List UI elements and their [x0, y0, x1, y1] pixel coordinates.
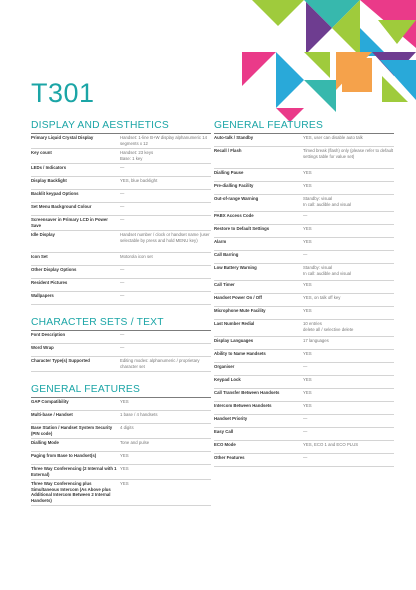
- row-value: Handset number / clock or handset name (user selectable by press and hold MENU key): [120, 232, 210, 243]
- row-label: Character Type(s) Supported: [31, 358, 90, 364]
- row-label: Other Features: [214, 455, 245, 461]
- table-row: [214, 350, 394, 363]
- table-row: [214, 147, 394, 169]
- row-value: Timed break (flash) only (please refer to default settings table for value set): [303, 148, 394, 159]
- table-row: [31, 134, 211, 149]
- row-label: Wallpapers: [31, 293, 54, 299]
- row-label: Out-of-range Warning: [214, 196, 259, 202]
- row-value: 17 languages: [303, 338, 329, 344]
- row-value: Editing modes: alphanumeric / proprietary character set: [120, 358, 200, 369]
- row-label: Set Menu Background Colour: [31, 204, 92, 210]
- table-row: [214, 389, 394, 402]
- row-label: Intercom Between Handsets: [214, 403, 272, 409]
- row-label: Dialling Mode: [31, 440, 59, 446]
- row-label: Font Description: [31, 332, 66, 338]
- row-label: Organiser: [214, 364, 235, 370]
- row-label: Primary Liquid Crystal Display: [31, 135, 94, 141]
- row-label: LEDs / Indicators: [31, 165, 67, 171]
- table-row: [214, 415, 394, 428]
- table-row: [31, 424, 211, 439]
- row-label: Three Way Conferencing (2 Internal with 1 External): [31, 466, 117, 477]
- table-row: [31, 231, 211, 253]
- row-value: Handset: 23 keys Base: 1 key: [120, 150, 154, 161]
- table-row: [214, 281, 394, 294]
- table-row: [31, 190, 211, 203]
- row-label: Word Wrap: [31, 345, 54, 351]
- row-label: Easy Call: [214, 429, 234, 435]
- table-row: [214, 320, 394, 337]
- table-row: [214, 376, 394, 389]
- row-value: —: [120, 293, 125, 299]
- section-heading-display: DISPLAY AND AESTHETICS: [31, 120, 211, 134]
- row-value: YES, user can disable auto talk: [303, 135, 363, 141]
- row-label: Icon Set: [31, 254, 48, 260]
- row-value: Standby: visual In call: audible and visual: [303, 265, 352, 276]
- row-label: ECO Mode: [214, 442, 236, 448]
- row-label: Base Station / Handset System Security (PIN code): [31, 425, 113, 436]
- row-value: YES: [303, 282, 312, 288]
- row-label: Recall / Flash: [214, 148, 242, 154]
- row-label: Call Barring: [214, 252, 239, 258]
- row-label: Resident Pictures: [31, 280, 68, 286]
- row-label: Last Number Redial: [214, 321, 255, 327]
- row-value: YES: [303, 377, 312, 383]
- row-label: Screensaver in Primary LCD in Power Save: [31, 217, 108, 228]
- table-row: [214, 264, 394, 281]
- row-value: 1 base / 4 handsets: [120, 412, 158, 418]
- row-value: —: [303, 364, 308, 370]
- section-heading-general-features-right: GENERAL FEATURES: [214, 120, 394, 134]
- table-row: [214, 363, 394, 376]
- row-label: Dialling Pause: [214, 170, 244, 176]
- table-row: [31, 480, 211, 506]
- row-value: Tone and pulse: [120, 440, 150, 446]
- row-label: Backlit keypad Options: [31, 191, 79, 197]
- row-label: Three Way Conferencing plus Simultaneous Intercom (As Above plus Additional Intercom Between 2 Internal Handsets): [31, 481, 111, 503]
- row-label: Alarm: [214, 239, 227, 245]
- table-row: [31, 177, 211, 190]
- table-row: [214, 307, 394, 320]
- row-value: —: [303, 252, 308, 258]
- row-value: YES: [303, 226, 312, 232]
- table-row: [214, 182, 394, 195]
- table-row: [31, 266, 211, 279]
- table-row: [31, 149, 211, 164]
- row-label: Keypad Lock: [214, 377, 241, 383]
- row-label: Microphone Mute Facility: [214, 308, 266, 314]
- row-value: YES: [303, 351, 312, 357]
- row-value: YES: [120, 399, 129, 405]
- table-row: [31, 452, 211, 465]
- row-value: YES: [303, 390, 312, 396]
- table-row: [214, 169, 394, 182]
- row-label: Pre-dialling Facility: [214, 183, 254, 189]
- row-value: —: [120, 204, 125, 210]
- row-value: 4 digits: [120, 425, 134, 431]
- row-value: YES: [303, 170, 312, 176]
- row-value: YES: [303, 239, 312, 245]
- row-value: YES: [120, 481, 129, 487]
- row-value: Handset: 1-line B+W display alphanumeric 14 segments x 12: [120, 135, 208, 146]
- row-label: Paging from Base to Handset(s): [31, 453, 97, 459]
- table-row: [31, 279, 211, 292]
- table-row: [31, 216, 211, 231]
- row-value: 10 entries delete all / selective delete: [303, 321, 354, 332]
- row-label: Display Backlight: [31, 178, 67, 184]
- table-row: [214, 294, 394, 307]
- table-row: [214, 212, 394, 225]
- table-row: [214, 195, 394, 212]
- row-label: Call Timer: [214, 282, 235, 288]
- right-column: [214, 120, 394, 467]
- row-label: Auto-talk / Standby: [214, 135, 254, 141]
- row-value: YES: [303, 308, 312, 314]
- row-value: —: [303, 455, 308, 461]
- row-label: PABX Access Code: [214, 213, 254, 219]
- row-value: —: [120, 217, 125, 223]
- row-value: YES: [120, 453, 129, 459]
- row-value: —: [120, 280, 125, 286]
- table-row: [214, 238, 394, 251]
- row-value: —: [120, 191, 125, 197]
- row-label: Key count: [31, 150, 52, 156]
- table-row: [31, 357, 211, 372]
- row-value: YES: [120, 466, 129, 472]
- table-row: [31, 253, 211, 266]
- row-value: YES: [303, 183, 312, 189]
- row-value: —: [120, 345, 125, 351]
- table-row: [214, 402, 394, 415]
- table-row: [214, 134, 394, 147]
- row-label: Restore to Default Settings: [214, 226, 270, 232]
- row-value: Standby: visual In call: audible and visual: [303, 196, 352, 207]
- row-value: —: [303, 416, 308, 422]
- row-value: —: [120, 165, 125, 171]
- row-value: YES, on talk off key: [303, 295, 341, 301]
- table-row: [31, 292, 211, 305]
- row-label: Display Languages: [214, 338, 254, 344]
- row-label: Low Battery Warning: [214, 265, 257, 271]
- table-row: [31, 439, 211, 452]
- page-title: T301: [31, 78, 95, 108]
- row-label: Ability to Name Handsets: [214, 351, 266, 357]
- table-row: [31, 465, 211, 480]
- table-row: [31, 411, 211, 424]
- table-row: [214, 337, 394, 350]
- row-label: Multi-base / Handset: [31, 412, 73, 418]
- table-row: [214, 251, 394, 264]
- section-heading-general-features: GENERAL FEATURES: [31, 384, 211, 398]
- row-label: Handset Power On / Off: [214, 295, 262, 301]
- row-value: Motorola icon set: [120, 254, 153, 260]
- table-row: [31, 331, 211, 344]
- left-column: [31, 120, 211, 506]
- row-value: —: [303, 213, 308, 219]
- row-label: Handset Priority: [214, 416, 248, 422]
- table-row: [214, 225, 394, 238]
- row-value: YES, ECO 1 and ECO PLUS: [303, 442, 359, 448]
- row-label: Other Display Options: [31, 267, 77, 273]
- table-row: [31, 398, 211, 411]
- row-value: YES, blue backlight: [120, 178, 158, 184]
- row-label: Idle Display: [31, 232, 55, 238]
- table-row: [214, 454, 394, 467]
- table-row: [214, 441, 394, 454]
- table-row: [31, 164, 211, 177]
- row-value: —: [120, 267, 125, 273]
- table-row: [214, 428, 394, 441]
- row-value: YES: [303, 403, 312, 409]
- row-label: Call Transfer Between Handsets: [214, 390, 280, 396]
- row-label: GAP Compatibility: [31, 399, 69, 405]
- table-row: [31, 344, 211, 357]
- row-value: —: [120, 332, 125, 338]
- decorative-triangles: [0, 0, 416, 140]
- table-row: [31, 203, 211, 216]
- row-value: —: [303, 429, 308, 435]
- section-heading-character-sets: CHARACTER SETS / TEXT: [31, 317, 211, 331]
